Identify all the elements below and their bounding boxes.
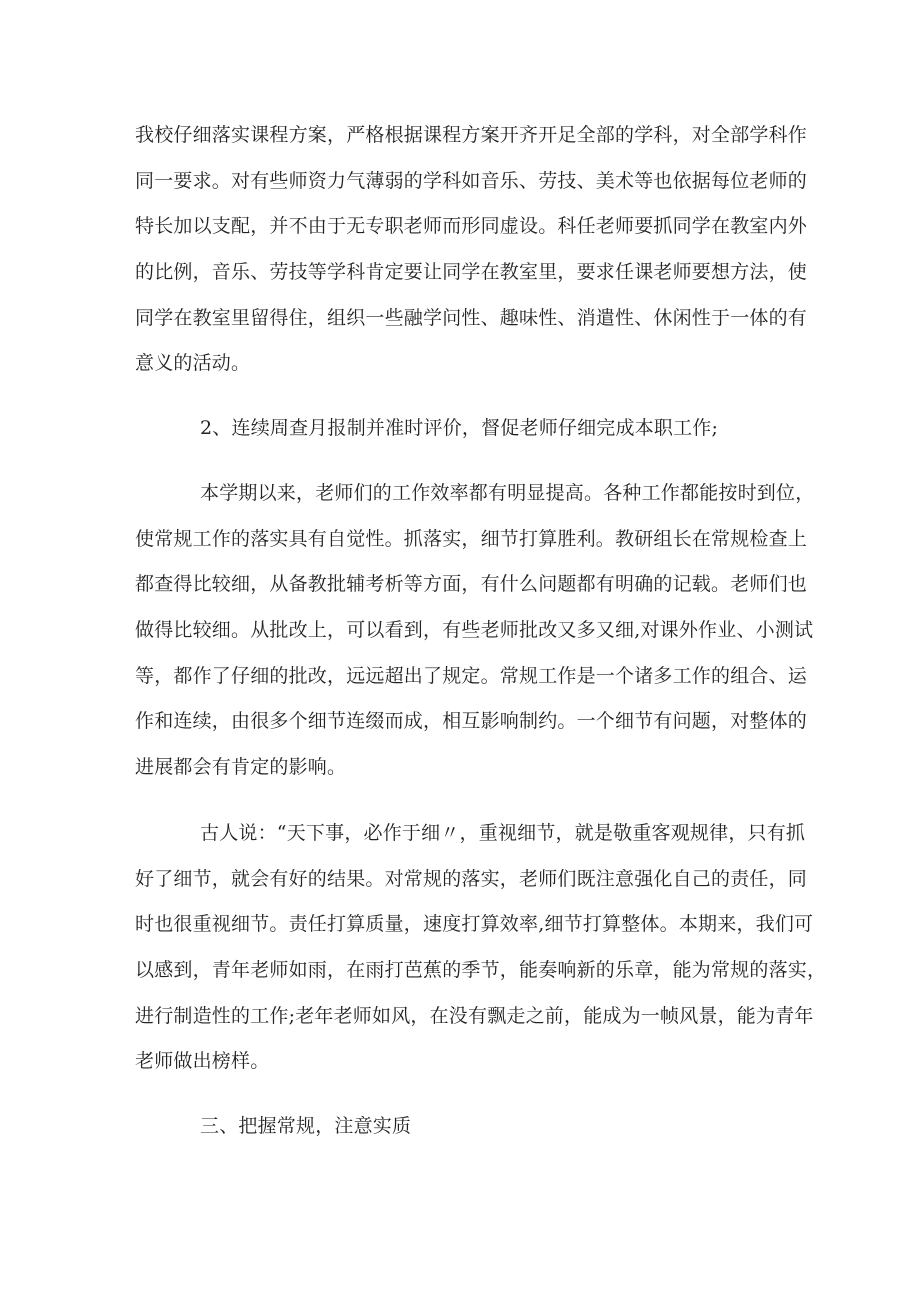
paragraph-line: 本学期以来，老师们的工作效率都有明显提高。各种工作都能按时到位， bbox=[200, 482, 815, 504]
section-heading-3 bbox=[135, 1104, 795, 1150]
paragraph-line: 同一要求。对有些师资力气薄弱的学科如音乐、劳技、美术等也依据每位老师的 bbox=[135, 169, 808, 192]
paragraph-line: 古人说：“天下事，必作于细〃，重视细节，就是敬重客观规律，只有抓 bbox=[200, 822, 806, 844]
paragraph-line: 好了细节，就会有好的结果。对常规的落实，老师们既注意强化自己的责任，同 bbox=[135, 867, 808, 890]
paragraph-line: 使常规工作的落实具有自觉性。抓落实，细节打算胜利。教研组长在常规检查上 bbox=[135, 527, 808, 550]
paragraph-line: 进行制造性的工作;老年老师如风，在没有飘走之前，能成为一帧风景，能为青年 bbox=[135, 1004, 814, 1027]
paragraph-line: 进展都会有肯定的影响。 bbox=[135, 756, 347, 779]
paragraph-line: 老师做出榜样。 bbox=[135, 1050, 270, 1073]
paragraph-line: 等，都作了仔细的批改，远远超出了规定。常规工作是一个诸多工作的组合、运 bbox=[135, 664, 808, 687]
paragraph-curriculum bbox=[135, 113, 808, 387]
heading-text: 三、把握常规，注意实质 bbox=[200, 1115, 412, 1137]
paragraph-line: 都查得比较细，从备教批辅考析等方面，有什么问题都有明确的记载。老师们也 bbox=[135, 573, 808, 596]
paragraph-line: 同学在教室里留得住，组织一些融学问性、趣味性、消遣性、休闲性于一体的有 bbox=[135, 306, 808, 329]
paragraph-line: 意义的活动。 bbox=[135, 352, 251, 375]
paragraph-line: 作和连续，由很多个细节连缀而成，相互影响制约。一个细节有问题，对整体的 bbox=[135, 710, 808, 733]
paragraph-details bbox=[135, 811, 827, 1085]
paragraph-line: 以感到，青年老师如雨，在雨打芭蕉的季节，能奏响新的乐章，能为常规的落实， bbox=[135, 959, 827, 982]
paragraph-efficiency bbox=[135, 471, 815, 791]
paragraph-line: 特长加以支配，并不由于无专职老师而形同虚设。科任老师要抓同学在教室内外 bbox=[135, 215, 808, 238]
paragraph-line: 我校仔细落实课程方案，严格根据课程方案开齐开足全部的学科，对全部学科作 bbox=[135, 124, 808, 146]
heading-text: 2、连续周查月报制并准时评价，督促老师仔细完成本职工作; bbox=[200, 417, 719, 439]
section-heading-2 bbox=[135, 406, 795, 452]
paragraph-line: 做得比较细。从批改上，可以看到，有些老师批改又多又细,对课外作业、小测试 bbox=[135, 619, 814, 642]
paragraph-line: 时也很重视细节。责任打算质量，速度打算效率,细节打算整体。本期来，我们可 bbox=[135, 913, 814, 936]
paragraph-line: 的比例，音乐、劳技等学科肯定要让同学在教室里，要求任课老师要想方法，使 bbox=[135, 261, 808, 284]
